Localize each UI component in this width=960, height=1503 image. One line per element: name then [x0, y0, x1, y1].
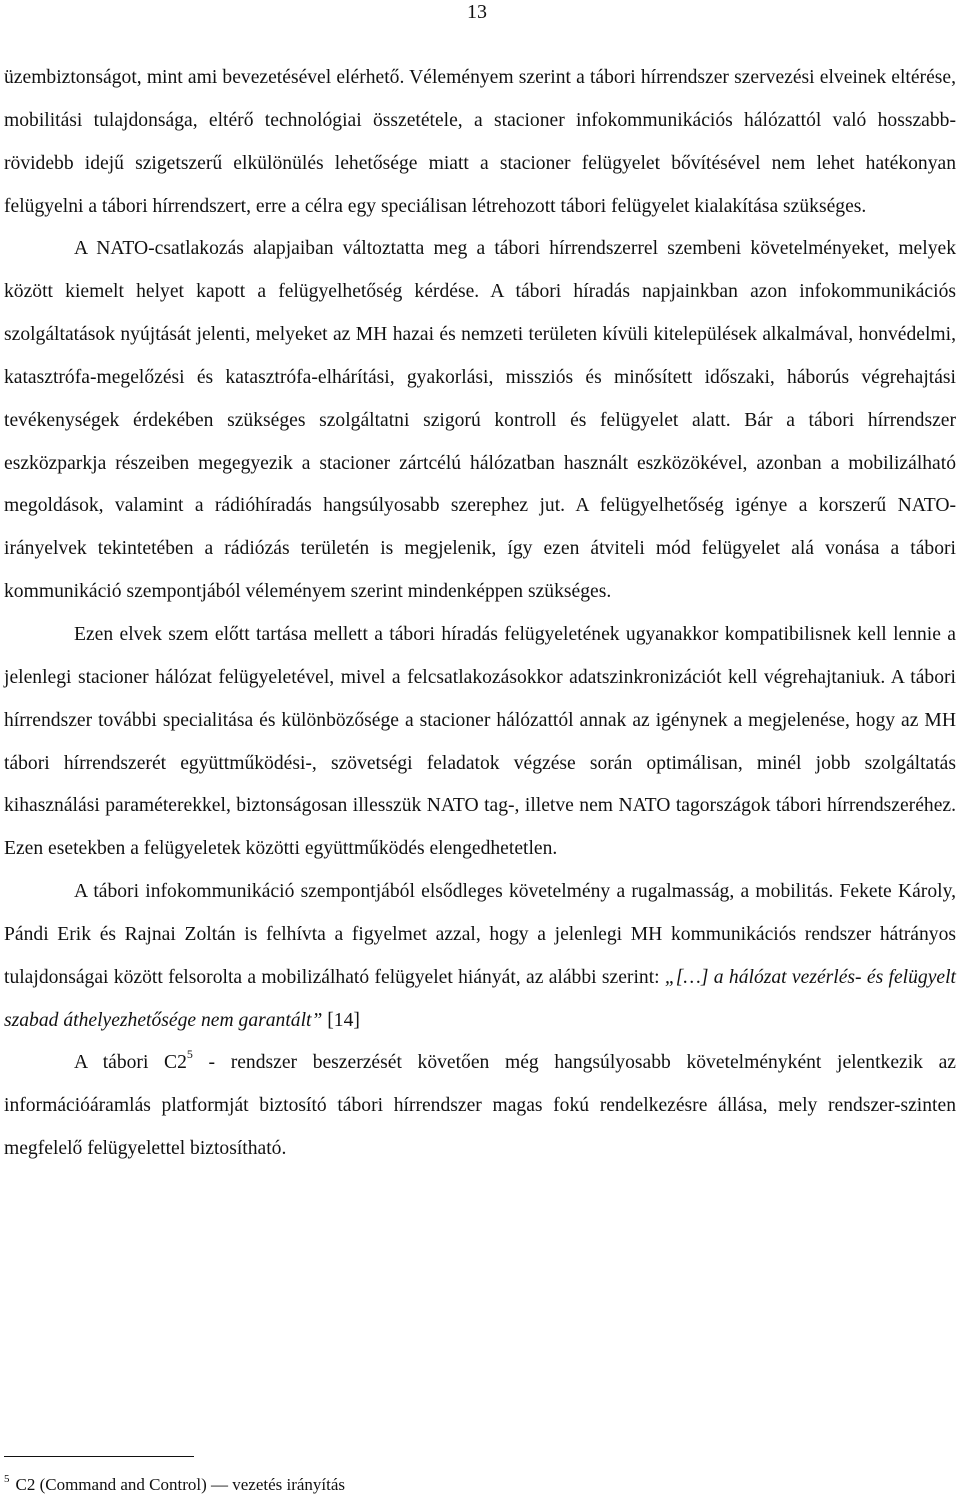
body-text — [4, 57, 956, 1171]
footnote-text: C2 (Command and Control) — vezetés irányítás — [15, 1475, 346, 1494]
footnote-divider — [4, 1456, 194, 1457]
footnote — [4, 1474, 345, 1498]
quotation: „[…] a hálózat vezérlés- és felügyelt szabad áthelyezhetősége nem garantált” — [4, 966, 956, 1031]
paragraph-5-text-start: A tábori C2 — [74, 1052, 187, 1074]
paragraph-3: Ezen elvek szem előtt tartása mellett a tábori híradás felügyeletének ugyanakkor kompatibilisnek kell lennie a jelenlegi stacioner hálózat felügyeletével, mivel a felcsatlakozásokkor adatszinkronizációt kell végrehajtaniuk. A tábori hírrendszer további specialitása és különbözősége a stacioner hálózattól annak az igénynek a megjelenése, hogy az MH tábori hírrendszerét együttműködési-, szövetségi feladatok végzése során optimálisan, minél jobb szolgáltatás kihasználási paraméterekkel, biztonságosan illesszük NATO tag-, illetve nem NATO tagországok tábori hírrendszeréhez. Ezen esetekben a felügyeletek közötti együttműködés elengedhetetlen. — [4, 623, 956, 860]
paragraph-1: üzembiztonságot, mint ami bevezetésével elérhető. Véleményem szerint a tábori hírrendszer szervezési elveinek eltérése, mobilitási tulajdonsága, eltérő technológiai összetétele, a stacioner infokommunikációs hálózattól való hosszabb- rövidebb idejű szigetszerű elkülönülés lehetősége miatt a stacioner felügyelet bővítésével nem lehet hatékonyan felügyelni a tábori hírrendszert, erre a célra egy speciálisan létrehozott tábori felügyelet kialakítása szükséges. — [4, 67, 956, 217]
paragraph-4-text: A tábori infokommunikáció szempontjából elsődleges követelmény a rugalmasság, a mobilitás. Fekete Károly, Pándi Erik és Rajnai Zoltán is felhívta a figyelmet azzal, hogy a jelenlegi MH kommunikációs rendszer hátrányos tulajdonságai között felsorolta a mobilizálható felügyelet hiányát, az alábbi szerint: — [4, 881, 956, 988]
paragraph-2: A NATO-csatlakozás alapjaiban változtatta meg a tábori hírrendszerrel szembeni követelményeket, melyek között kiemelt helyet kapott a felügyelhetőség kérdése. A tábori híradás napjainkban azon infokommunikációs szolgáltatások nyújtását jelenti, melyeket az MH hazai és nemzeti területen kívüli kitelepülések alkalmával, honvédelmi, katasztrófa-megelőzési és katasztrófa-elhárítási, gyakorlási, missziós és minősített időszaki, háborús végrehajtási tevékenységek érdekében szükséges szolgáltatni szigorú kontroll és felügyelet alatt. Bár a tábori hírrendszer eszközparkja részeiben megegyezik a stacioner zártcélú hálózatban használt eszközökével, azonban a mobilizálható megoldások, valamint a rádióhíradás hangsúlyosabb szerephez jut. A felügyelhetőség igénye a korszerű NATO- irányelvek tekintetében a rádiózás területén is megjelenik, így ezen átviteli mód felügyelet alá vonása a tábori kommunikáció szempontjából véleményem szerint mindenképpen szükséges. — [4, 238, 956, 603]
paragraph-5 — [4, 1042, 956, 1171]
page-number: 13 — [467, 1, 487, 23]
paragraph-4 — [4, 871, 956, 1042]
paragraph-5-text-end: - rendszer beszerzését követően még hangsúlyosabb követelményként jelentkezik az információáramlás platformját biztosító tábori hírrendszer magas fokú rendelkezésre állása, mely rendszer-szinten megfelelő felügyelettel biztosítható. — [4, 1052, 956, 1160]
footnote-number: 5 — [4, 1473, 10, 1485]
footnote-reference: 5 — [186, 1047, 193, 1062]
citation-reference: [14] — [322, 1009, 360, 1031]
